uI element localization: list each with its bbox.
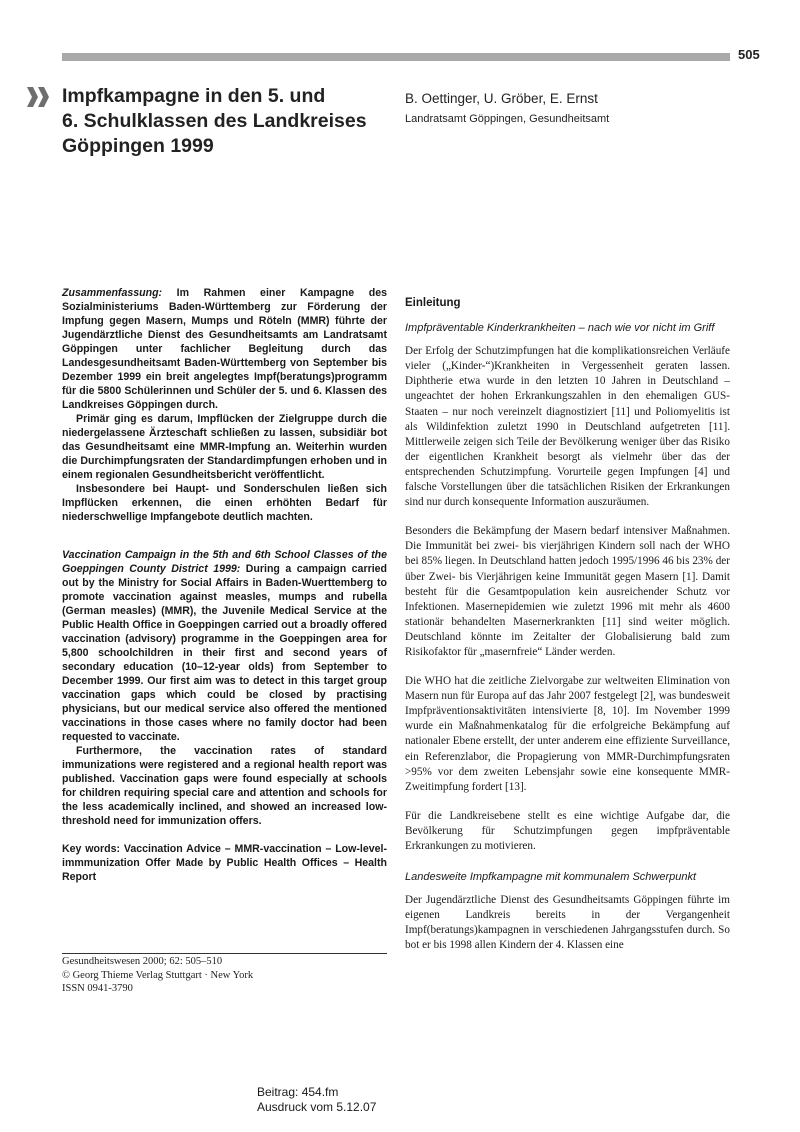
title-line: 6. Schulklassen des Landkreises [62,110,367,132]
citation-publisher: © Georg Thieme Verlag Stuttgart · New York [62,969,254,981]
double-chevron-icon [26,87,52,107]
body-paragraph: Die WHO hat die zeitliche Zielvorgabe zur weltweiten Elimination von Masern nun für Europa auf das Jahr 2007 festgelegt [2], was bundesweit Impfpräventionsaktivitäten intensivierte [8, 10]. Im November 1999 wurde ein Maßnahmenkatalog für die erfolgreiche Bekämpfung auf nationaler Ebene erstellt, der unter anderem eine effiziente Surveillance, ein Referenzlabor, die Propagierung von MMR-Durchimpfungsraten >95% vor dem zweiten Lebensjahr sowie eine konsequente MMR-Zweitimpfung fordert [13]. [405,675,730,793]
abstract-de-paragraph: Primär ging es darum, Impflücken der Zielgruppe durch die niedergelassene Ärzteschaft schließen zu lassen, subsidiär bot das Gesundheitsamt eine MMR-Impfung an. Weiterhin wurden die Durchimpfungsraten der Standardimpfungen erhoben und in einem regionalen Gesundheitsbericht veröffentlicht. [62,413,387,481]
abstract-en-paragraph [62,548,387,744]
subsection-heading: Impfpräventable Kinderkrankheiten – nach wie vor nicht im Griff [405,322,715,335]
print-info [257,1085,457,1115]
affiliation: Landratsamt Göppingen, Gesundheitsamt [405,113,610,125]
title-line: Impfkampagne in den 5. und [62,85,326,107]
footer-divider [62,953,387,954]
article-title [62,84,392,159]
abstract-de-text: Im Rahmen einer Kampagne des Sozialministeriums Baden-Württemberg zur Förderung der Impfung gegen Masern, Mumps und Röteln (MMR) führte der Jugendärztliche Dienst des Gesundheitsamts am Landratsamt Göppingen unter fachlicher Begleitung durch das Landesgesundheitsamt Baden-Württemberg von September bis Dezember 1999 ein breit angelegtes Impf(beratungs)programm für die 5800 Schülerinnen und Schüler der 5. und 6. Klassen des Landkreises Göppingen durch. [62,287,387,411]
page-number: 505 [738,47,760,62]
print-file: Beitrag: 454.fm [257,1085,339,1099]
citation-issn: ISSN 0941-3790 [62,983,133,994]
keywords-label: Key words: [62,843,121,855]
citation-footer [62,955,387,996]
abstract-de-lead: Zusammenfassung: [62,287,163,299]
subsection-heading: Landesweite Impfkampagne mit kommunalem Schwerpunkt [405,871,697,884]
keywords-text: Vaccination Advice – MMR-vaccination – Low-level-immmunization Offer Made by Public Health Offices – Health Report [62,843,387,883]
body-paragraph: Der Jugendärztliche Dienst des Gesundheitsamts Göppingen führte im eigenen Landkreis bereits in der Vergangenheit Impf(beratungs)kampagnen in verschiedenen Jahrgangsstufen durch. So bot er bis 1998 allen Kindern der 4. Klassen eine [405,894,730,952]
abstract-en-text: During a campaign carried out by the Ministry for Social Affairs in Baden-Wuerttemberg to promote vaccination against measles, mumps and rubella (German measles) (MMR), the Juvenile Medical Service at the Public Health Office in Goeppingen carried out a broadly offered vaccination (advisory) programme in the Goeppingen area for 5,800 schoolchildren in their first and second years of secondary education (10–12-year olds) from September to December 1999. Our first aim was to detect in this target group vaccination gaps which could be closed by practising physicians, but our medical service also offered the mentioned vaccinations in those cases where no family doctor had been requested to vaccinate. [62,563,387,743]
section-heading: Einleitung [405,297,461,309]
title-line: Göppingen 1999 [62,135,214,157]
authors: B. Oettinger, U. Gröber, E. Ernst [405,91,598,106]
abstract-de-paragraph [62,286,387,412]
body-paragraph: Für die Landkreisebene stellt es eine wichtige Aufgabe dar, die Bevölkerung für Schutzimpfungen gegen impfpräventable Erkrankungen zu motivieren. [405,809,730,852]
body-column [405,296,730,954]
abstract-en-lead: Vaccination Campaign in the 5th and 6th School Classes of the Goeppingen County District 1999: [62,549,387,575]
body-paragraph: Besonders die Bekämpfung der Masern bedarf intensiver Maßnahmen. Die Immunität bei zwei- bis vierjährigen Kindern soll nach der WHO bei 85% liegen. In Deutschland hatten jedoch 1995/1996 46 bis 23% der über Zwei- bis Vierjährigen keine Immunität gegen Masern [1]. Damit besteht für die Gesamtpopulation kein ausreichender Schutz vor Infektionen. Masernepidemien wie zuletzt 1996 mit mehr als 4600 stationär behandelten Masernerkrankten [11] sind weiter möglich. Deutschland könnte im Zeitalter der Globalisierung bald zum Risikofaktor für „masernfreie“ Länder werden. [405,525,730,658]
keywords [62,842,387,884]
abstract-en-paragraph: Furthermore, the vaccination rates of standard immunizations were registered and a regional health report was published. Vaccination gaps were found especially at schools for children requiring special care and attention and schools for the less academically inclined, and showed an increased low-threshold need for immunization offers. [62,745,387,827]
citation-journal: Gesundheitswesen 2000; 62: 505–510 [62,956,223,967]
body-paragraph: Der Erfolg der Schutzimpfungen hat die komplikationsreichen Verläufe vieler („Kinder-“)Krankheiten in Vergessenheit geraten lassen. Diphtherie etwa wurde in den letzten 10 Jahren in Deutschland – ungeachtet der hohen Erkrankungszahlen in den ehemaligen GUS-Staaten – nur noch vereinzelt diagnostiziert [11] und Poliomyelitis ist als Wildinfektion zuletzt 1990 in Deutschland aufgetreten [11]. Mittlerweile zeigen sich Teile der Bevölkerung weniger über das Risiko der eigentlichen Krankheit besorgt als vielmehr über das der entsprechenden Schutzimpfung. Vorurteile gegen Impfungen [4] und falsche Vorstellungen über die tatsächlichen Risiken der Erkrankungen sind nur durch konsequente Information auszuräumen. [405,345,730,509]
abstract-de-paragraph: Insbesondere bei Haupt- und Sonderschulen ließen sich Impflücken erkennen, die einen erhöhten Bedarf für niederschwellige Impfangebote deutlich machten. [62,483,387,523]
print-date: Ausdruck vom 5.12.07 [257,1100,377,1114]
abstract-column [62,286,387,884]
header-rule [62,53,730,61]
